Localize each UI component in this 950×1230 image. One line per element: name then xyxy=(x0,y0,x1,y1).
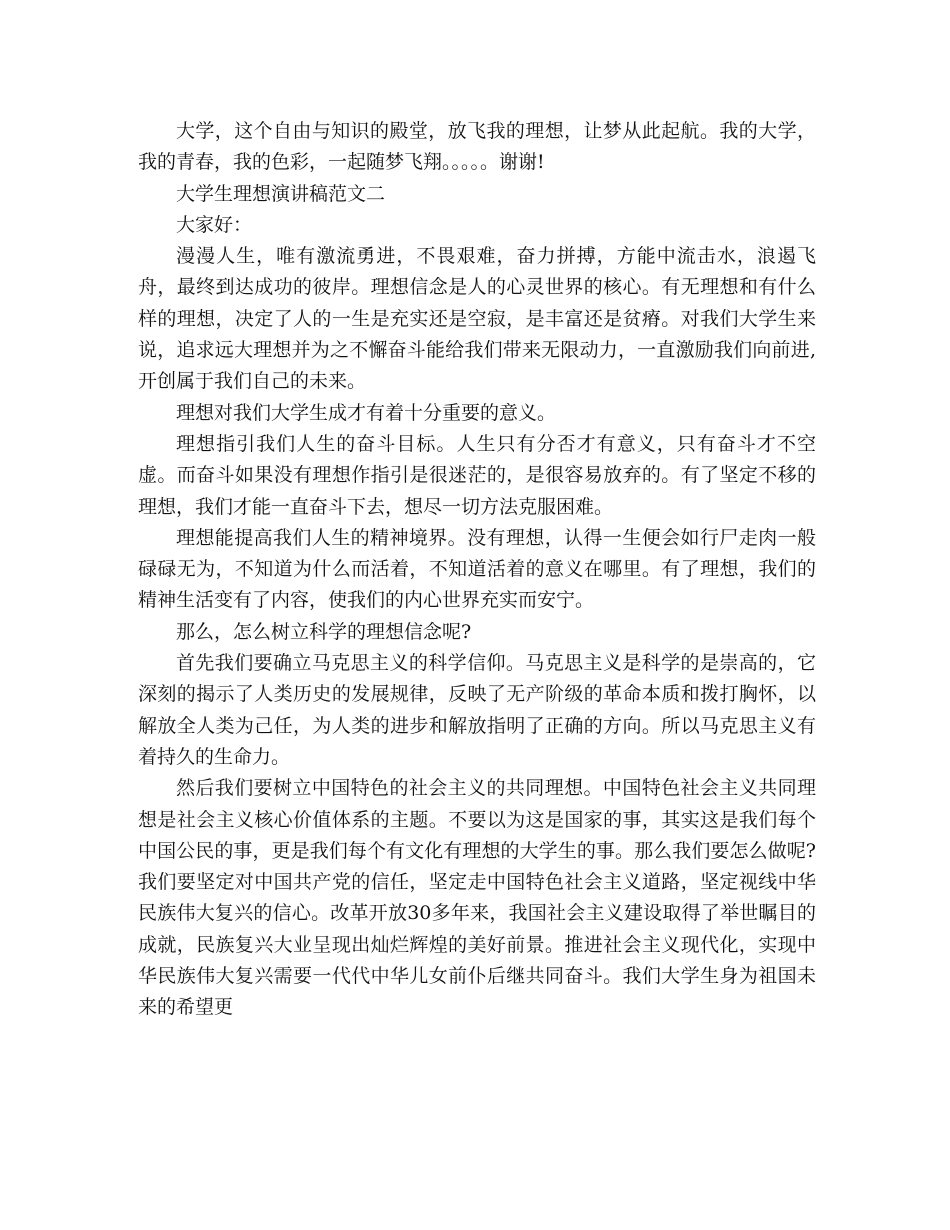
paragraph-spirit: 理想能提高我们人生的精神境界。没有理想，认得一生便会如行尸走肉一般碌碌无为，不知道为什么而活着，不知道活着的意义在哪里。有了理想，我们的精神生活变有了内容，使我们的内心世界充实而安宁。 xyxy=(138,526,816,612)
document-page xyxy=(138,116,816,1024)
paragraph-closing: 大学，这个自由与知识的殿堂，放飞我的理想，让梦从此起航。我的大学，我的青春，我的色彩，一起随梦飞翔。。。。。谢谢! xyxy=(138,120,816,174)
paragraph-question: 那么，怎么树立科学的理想信念呢? xyxy=(176,620,472,643)
paragraph-marxism: 首先我们要确立马克思主义的科学信仰。马克思主义是科学的是崇高的，它深刻的揭示了人类历史的发展规律，反映了无产阶级的革命本质和拨打胸怀，以解放全人类为己任，为人类的进步和解放指明了正确的方向。所以马克思主义有着持久的生命力。 xyxy=(138,652,816,768)
greeting: 大家好： xyxy=(176,213,253,236)
paragraph-significance: 理想对我们大学生成才有着十分重要的意义。 xyxy=(176,401,557,424)
paragraph-intro: 漫漫人生，唯有激流勇进，不畏艰难，奋力拼搏，方能中流击水，浪遏飞舟，最终到达成功的彼岸。理想信念是人的心灵世界的核心。有无理想和有什么样的理想，决定了人的一生是充实还是空寂，是丰富还是贫瘠。对我们大学生来说，追求远大理想并为之不懈奋斗能给我们带来无限动力，一直激励我们向前进,开创属于我们自己的未来。 xyxy=(138,245,816,393)
section-heading: 大学生理想演讲稿范文二 xyxy=(176,182,386,205)
paragraph-goal: 理想指引我们人生的奋斗目标。人生只有分否才有意义，只有奋斗才不空虚。而奋斗如果没有理想作指引是很迷茫的，是很容易放弃的。有了坚定不移的理想，我们才能一直奋斗下去，想尽一切方法克服困难。 xyxy=(138,432,816,518)
paragraph-common-ideal: 然后我们要树立中国特色的社会主义的共同理想。中国特色社会主义共同理想是社会主义核心价值体系的主题。不要以为这是国家的事，其实这是我们每个中国公民的事，更是我们每个有文化有理想的大学生的事。那么我们要怎么做呢?我们要坚定对中国共产党的信任，坚定走中国特色社会主义道路，坚定视线中华民族伟大复兴的信心。改革开放30多年来，我国社会主义建设取得了举世瞩目的成就，民族复兴大业呈现出灿烂辉煌的美好前景。推进社会主义现代化，实现中华民族伟大复兴需要一代代中华儿女前仆后继共同奋斗。我们大学生身为祖国未来的希望更 xyxy=(138,777,816,1019)
